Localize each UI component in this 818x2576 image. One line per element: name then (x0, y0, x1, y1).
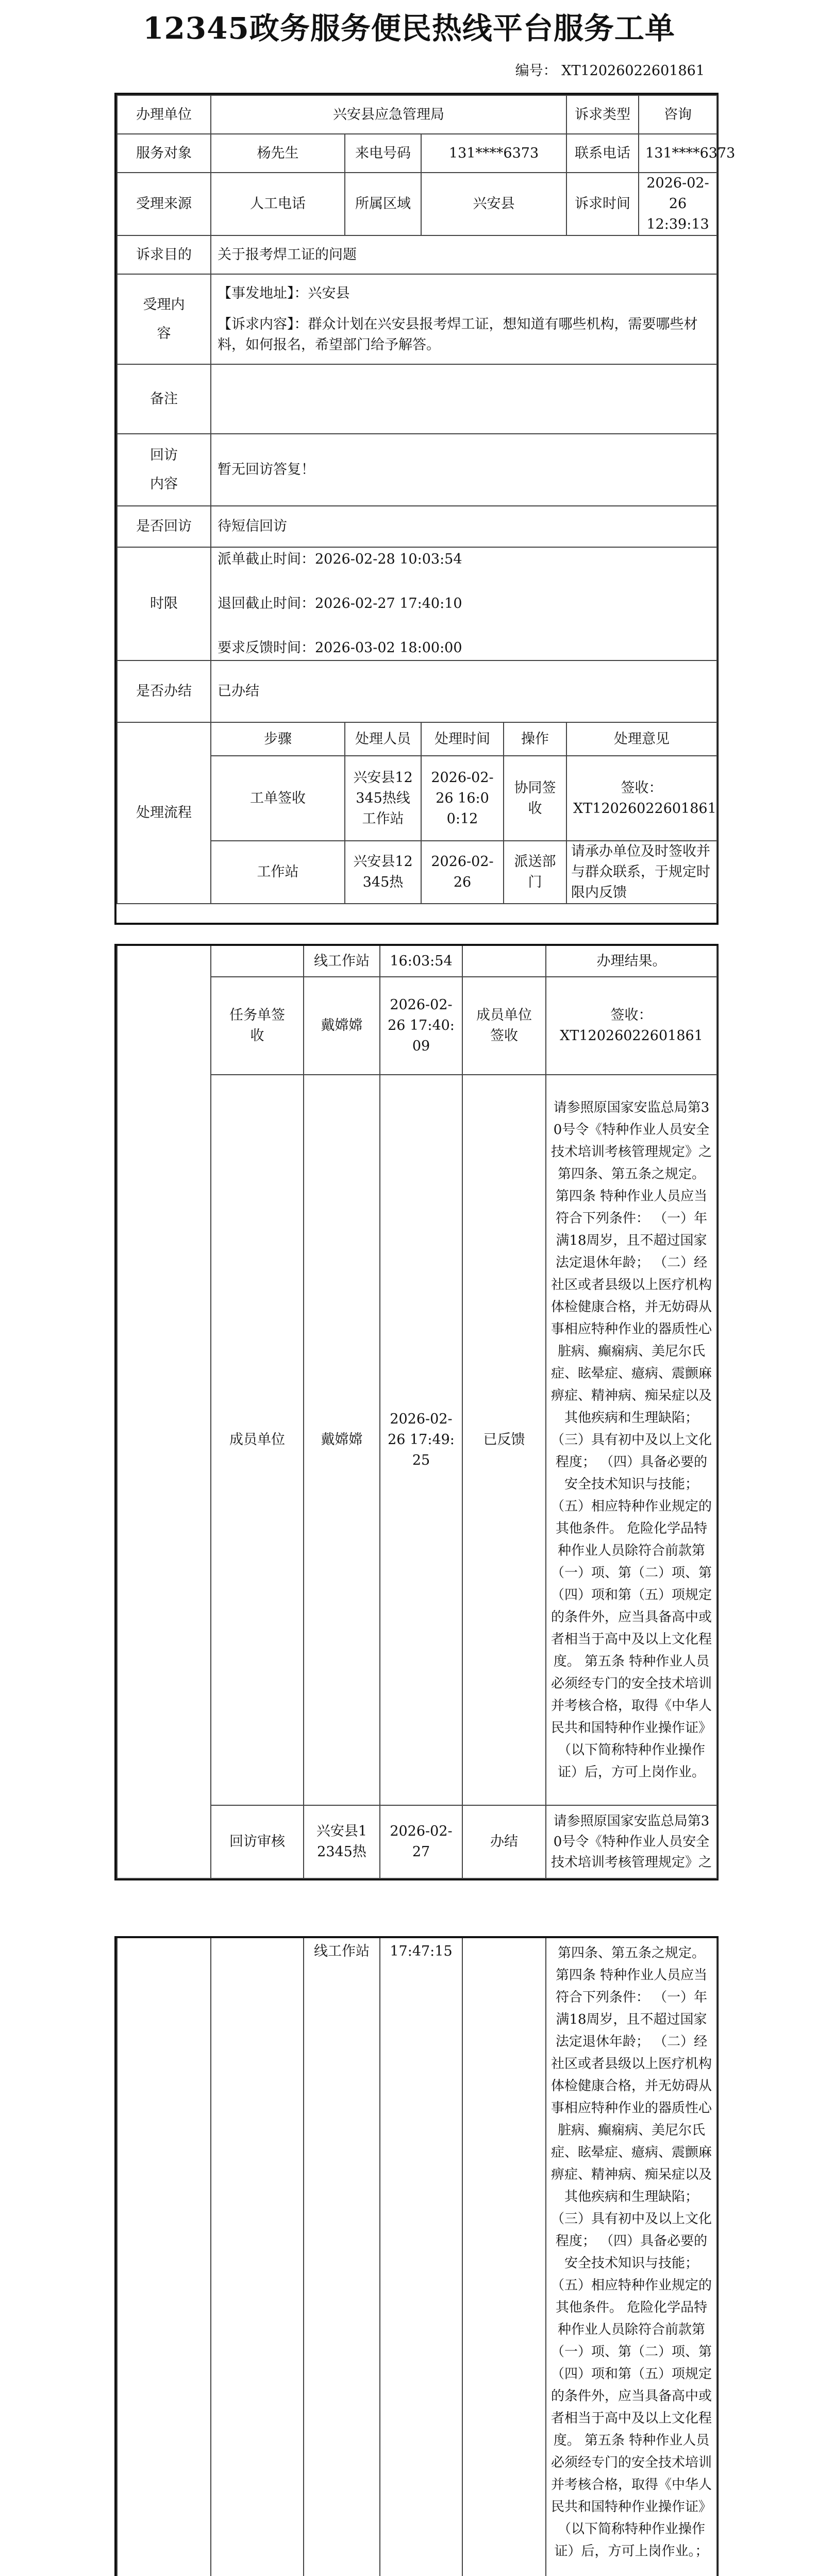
limit-label: 时限 (117, 547, 211, 660)
row-source (117, 173, 717, 235)
page-title: 12345政务服务便民热线平台服务工单 (143, 11, 675, 46)
process-table-cont2 (116, 1938, 717, 2576)
row-purpose (117, 235, 717, 274)
step-cell: 工作站 (211, 841, 345, 904)
time-cell: 2026-02-26 16:00:12 (421, 756, 504, 841)
contact-value: 131****6373 (639, 134, 717, 173)
target-label: 服务对象 (117, 134, 211, 173)
page-1 (114, 93, 736, 925)
header-opinion: 处理意见 (566, 722, 717, 756)
opinion-cell: 签收：XT12026022601861 (566, 756, 717, 841)
ticket-table (116, 95, 736, 904)
remark-value (211, 364, 717, 434)
op-cell: 派送部门 (504, 841, 566, 904)
time-cell: 2026-02-26 17:49:25 (380, 1075, 462, 1805)
type-value: 咨询 (639, 95, 717, 134)
person-cell: 兴安县12345热 (345, 841, 421, 904)
caller-label: 来电号码 (345, 134, 421, 173)
process-label-cont (117, 1938, 211, 2576)
row-revisit (117, 434, 717, 506)
source-label: 受理来源 (117, 173, 211, 235)
dispatch-deadline: 派单截止时间：2026-02-28 10:03:54 (218, 551, 462, 567)
page-3 (114, 1936, 719, 2576)
table-row (117, 1938, 717, 2576)
time-label: 诉求时间 (566, 173, 639, 235)
return-deadline: 退回截止时间：2026-02-27 17:40:10 (218, 596, 462, 612)
target-value: 杨先生 (211, 134, 345, 173)
content-address: 【事发地址】：兴安县 (218, 285, 350, 301)
done-value: 已办结 (211, 660, 717, 722)
person-cell: 戴嫦嫦 (304, 977, 380, 1075)
time-value: 2026-02-26 12:39:13 (639, 173, 717, 235)
isrevisit-value: 待短信回访 (211, 506, 717, 547)
time-cell: 2026-02-27 (380, 1805, 462, 1878)
row-target (117, 134, 717, 173)
op-cell-cont (462, 1938, 546, 2576)
person-cell: 兴安县12345热 (304, 1805, 380, 1878)
opinion-cell: 请承办单位及时签收并与群众联系，于规定时限内反馈 (566, 841, 717, 904)
step-cell: 回访审核 (211, 1805, 304, 1878)
purpose-label: 诉求目的 (117, 235, 211, 274)
op-cell: 协同签收 (504, 756, 566, 841)
row-unit (117, 95, 717, 134)
opinion-cell: 请参照原国家安监总局第30号令《特种作业人员安全技术培训考核管理规定》之第四条、第五条之规定。 第四条 特种作业人员应当符合下列条件： （一）年满18周岁，且不超过国家法定退休年龄； （二）经社区或者县级以上医疗机构体检健康合格，并无妨碍从事相应特种作业的器质性心脏病、癫痫病、美尼尔氏症、眩晕症、癔病、震颤麻痹症、精神病、痴呆症以及其他疾病和生理缺陷； （三）具有初中及以上文化程度； （四）具备必要的安全技术知识与技能； （五）相应特种作业规定的其他条件。 危险化学品特种作业人员除符合前款第（一）项、第（二）项、第（四）项和第（五）项规定的条件外，应当具备高中或者相当于高中及以上文化程度。 第五条 特种作业人员必须经专门的安全技术培训并考核合格，取得《中华人民共和国特种作业操作证》（以下简称特种作业操作证）后，方可上岗作业。 (546, 1075, 717, 1805)
page-2 (114, 944, 719, 1880)
header-step: 步骤 (211, 722, 345, 756)
limit-value (211, 547, 717, 660)
person-cell: 戴嫦嫦 (304, 1075, 380, 1805)
opinion-cell: 签收：XT12026022601861 (546, 977, 717, 1075)
process-label: 处理流程 (117, 722, 211, 904)
process-header-row (117, 722, 717, 756)
serial-label: 编号： (515, 63, 557, 79)
person-cell-cont: 线工作站 (304, 1938, 380, 2576)
revisit-value: 暂无回访答复！ (211, 434, 717, 506)
feedback-deadline: 要求反馈时间：2026-03-02 18:00:00 (218, 640, 462, 656)
step-cell: 工单签收 (211, 756, 345, 841)
serial-value: XT12026022601861 (561, 63, 705, 79)
content-request: 【诉求内容】：群众计划在兴安县报考焊工证，想知道有哪些机构，需要哪些材料，如何报名，希望部门给予解答。 (218, 316, 698, 353)
step-cell-cont (211, 1938, 304, 2576)
header-person: 处理人员 (345, 722, 421, 756)
person-cell-cont: 线工作站 (304, 946, 380, 977)
time-cell-cont: 16:03:54 (380, 946, 462, 977)
op-cell-cont (462, 946, 546, 977)
step-cell-cont (211, 946, 304, 977)
row-isrevisit (117, 506, 717, 547)
done-label: 是否办结 (117, 660, 211, 722)
process-table-cont (116, 946, 717, 1879)
opinion-cell-cont: 办理结果。 (546, 946, 717, 977)
row-remark (117, 364, 717, 434)
time-cell: 2026-02-26 (421, 841, 504, 904)
isrevisit-label: 是否回访 (117, 506, 211, 547)
table-row (117, 946, 717, 977)
unit-label: 办理单位 (117, 95, 211, 134)
opinion-cell: 请参照原国家安监总局第30号令《特种作业人员安全技术培训考核管理规定》之 (546, 1805, 717, 1878)
contact-label: 联系电话 (566, 134, 639, 173)
op-cell: 成员单位签收 (462, 977, 546, 1075)
op-cell: 已反馈 (462, 1075, 546, 1805)
remark-label: 备注 (117, 364, 211, 434)
row-content (117, 274, 717, 364)
purpose-value: 关于报考焊工证的问题 (211, 235, 717, 274)
serial-number (515, 59, 705, 79)
opinion-cell-cont: 第四条、第五条之规定。 第四条 特种作业人员应当符合下列条件： （一）年满18周岁，且不超过国家法定退休年龄； （二）经社区或者县级以上医疗机构体检健康合格，并无妨碍从事相应特种作业的器质性心脏病、癫痫病、美尼尔氏症、眩晕症、癔病、震颤麻痹症、精神病、痴呆症以及其他疾病和生理缺陷； （三）具有初中及以上文化程度； （四）具备必要的安全技术知识与技能； （五）相应特种作业规定的其他条件。 危险化学品特种作业人员除符合前款第（一）项、第（二）项、第（四）项和第（五）项规定的条件外，应当具备高中或者相当于高中及以上文化程度。 第五条 特种作业人员必须经专门的安全技术培训并考核合格，取得《中华人民共和国特种作业操作证》（以下简称特种作业操作证）后，方可上岗作业。； (546, 1938, 717, 2576)
row-done (117, 660, 717, 722)
content-label: 受理内容 (117, 274, 211, 364)
row-limit (117, 547, 717, 660)
header-time: 处理时间 (421, 722, 504, 756)
area-value: 兴安县 (421, 173, 566, 235)
process-label-cont (117, 946, 211, 1878)
source-value: 人工电话 (211, 173, 345, 235)
content-value (211, 274, 717, 364)
unit-value: 兴安县应急管理局 (211, 95, 566, 134)
person-cell: 兴安县12345热线工作站 (345, 756, 421, 841)
type-label: 诉求类型 (566, 95, 639, 134)
step-cell: 任务单签收 (211, 977, 304, 1075)
time-cell-cont: 17:47:15 (380, 1938, 462, 2576)
header-op: 操作 (504, 722, 566, 756)
area-label: 所属区域 (345, 173, 421, 235)
time-cell: 2026-02-26 17:40:09 (380, 977, 462, 1075)
caller-value: 131****6373 (421, 134, 566, 173)
op-cell: 办结 (462, 1805, 546, 1878)
step-cell: 成员单位 (211, 1075, 304, 1805)
revisit-label: 回访内容 (117, 434, 211, 506)
